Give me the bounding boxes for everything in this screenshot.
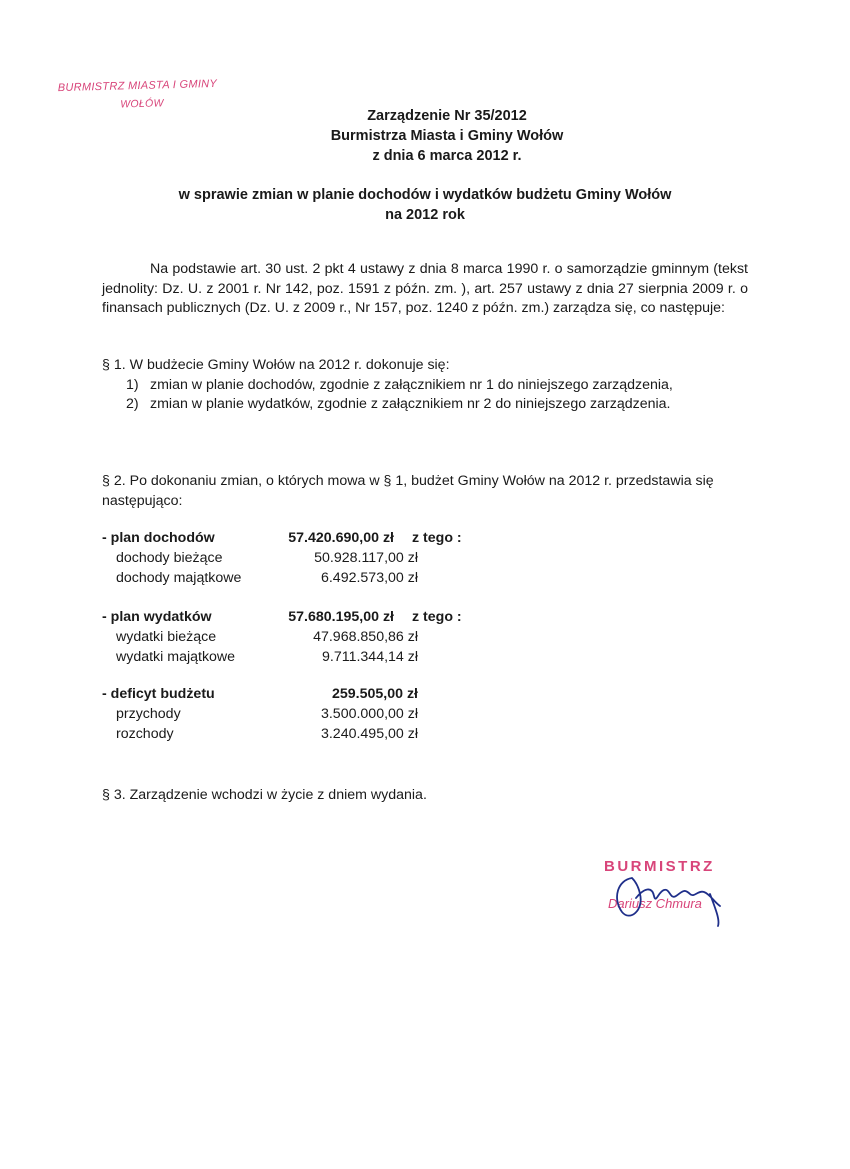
paragraph-1 [102,356,748,415]
issuer: Burmistrza Miasta i Gminy Wołów [330,128,564,144]
budget-label: dochody bieżące [116,550,223,566]
budget-suffix: z tego : [412,530,462,546]
budget-label: - deficyt budżetu [102,686,215,702]
budget-row-deficit [102,686,418,706]
budget-value: 3.500.000,00 zł [320,706,418,722]
list-item-number: 2) [126,396,139,412]
document-subject [0,185,850,225]
budget-row [102,649,418,669]
budget-label: dochody majątkowe [116,570,242,586]
subject-line2: na 2012 rok [385,207,465,223]
budget-row-expenses [102,609,394,629]
mayor-signature-stamp [592,850,762,930]
paragraph-1-intro: § 1. W budżecie Gminy Wołów na 2012 r. dokonuje się: [102,357,450,373]
budget-label: rozchody [116,726,174,742]
budget-row [102,570,418,590]
list-item-text: zmian w planie dochodów, zgodnie z załącznikiem nr 1 do niniejszego zarządzenia, [150,376,673,393]
budget-value: 47.968.850,86 zł [313,629,418,645]
office-stamp-line2: WOŁÓW [120,97,164,111]
budget-label: - plan wydatków [102,609,212,625]
list-item [102,376,748,396]
ordinance-number: Zarządzenie Nr 35/2012 [367,108,527,124]
budget-suffix: z tego : [412,609,462,625]
list-item [102,395,748,415]
budget-label: - plan dochodów [102,530,215,546]
budget-row [102,726,418,746]
budget-value: 57.420.690,00 zł [288,530,394,546]
subject-line1: w sprawie zmian w planie dochodów i wydatków budżetu Gminy Wołów [178,187,672,203]
legal-basis: Na podstawie art. 30 ust. 2 pkt 4 ustawy z dnia 8 marca 1990 r. o samorządzie gminnym (tekst jednolity: Dz. U. z 2001 r. Nr 142, poz. 1591 z późn. zm. ), art. 257 ustawy z dnia 27 sierpnia 2009 r. o finansach publicznych (Dz. U. z 2009 r., Nr 157, poz. 1240 z późn. zm.) zarządza się, co następuje: [102,261,748,316]
budget-value: 6.492.573,00 zł [320,570,418,586]
paragraph-1-list [102,376,748,415]
budget-value: 259.505,00 zł [332,686,418,702]
document-header [0,106,850,166]
handwritten-signature [592,850,762,930]
list-item-number: 1) [126,376,139,393]
budget-label: przychody [116,706,181,722]
budget-value: 57.680.195,00 zł [288,609,394,625]
signature-stamp-title: BURMISTRZ [604,858,715,875]
ordinance-date: z dnia 6 marca 2012 r. [372,148,522,164]
budget-label: wydatki bieżące [116,629,217,645]
list-item-text: zmian w planie wydatków, zgodnie z załącznikiem nr 2 do niniejszego zarządzenia. [150,396,671,412]
budget-row [102,706,418,726]
budget-label: wydatki majątkowe [116,649,236,665]
signature-stamp-name: Dariusz Chmura [608,896,702,911]
office-stamp-line1: BURMISTRZ MIASTA I GMINY [57,77,218,95]
paragraph-2: § 2. Po dokonaniu zmian, o których mowa w § 1, budżet Gminy Wołów na 2012 r. przedstawia się następująco: [102,473,714,509]
budget-value: 9.711.344,14 zł [322,649,418,665]
budget-row [102,629,418,649]
budget-value: 3.240.495,00 zł [320,726,418,742]
budget-row [102,550,418,570]
budget-row-income [102,530,394,550]
paragraph-3: § 3. Zarządzenie wchodzi w życie z dniem wydania. [102,787,427,803]
budget-value: 50.928.117,00 zł [314,550,418,566]
